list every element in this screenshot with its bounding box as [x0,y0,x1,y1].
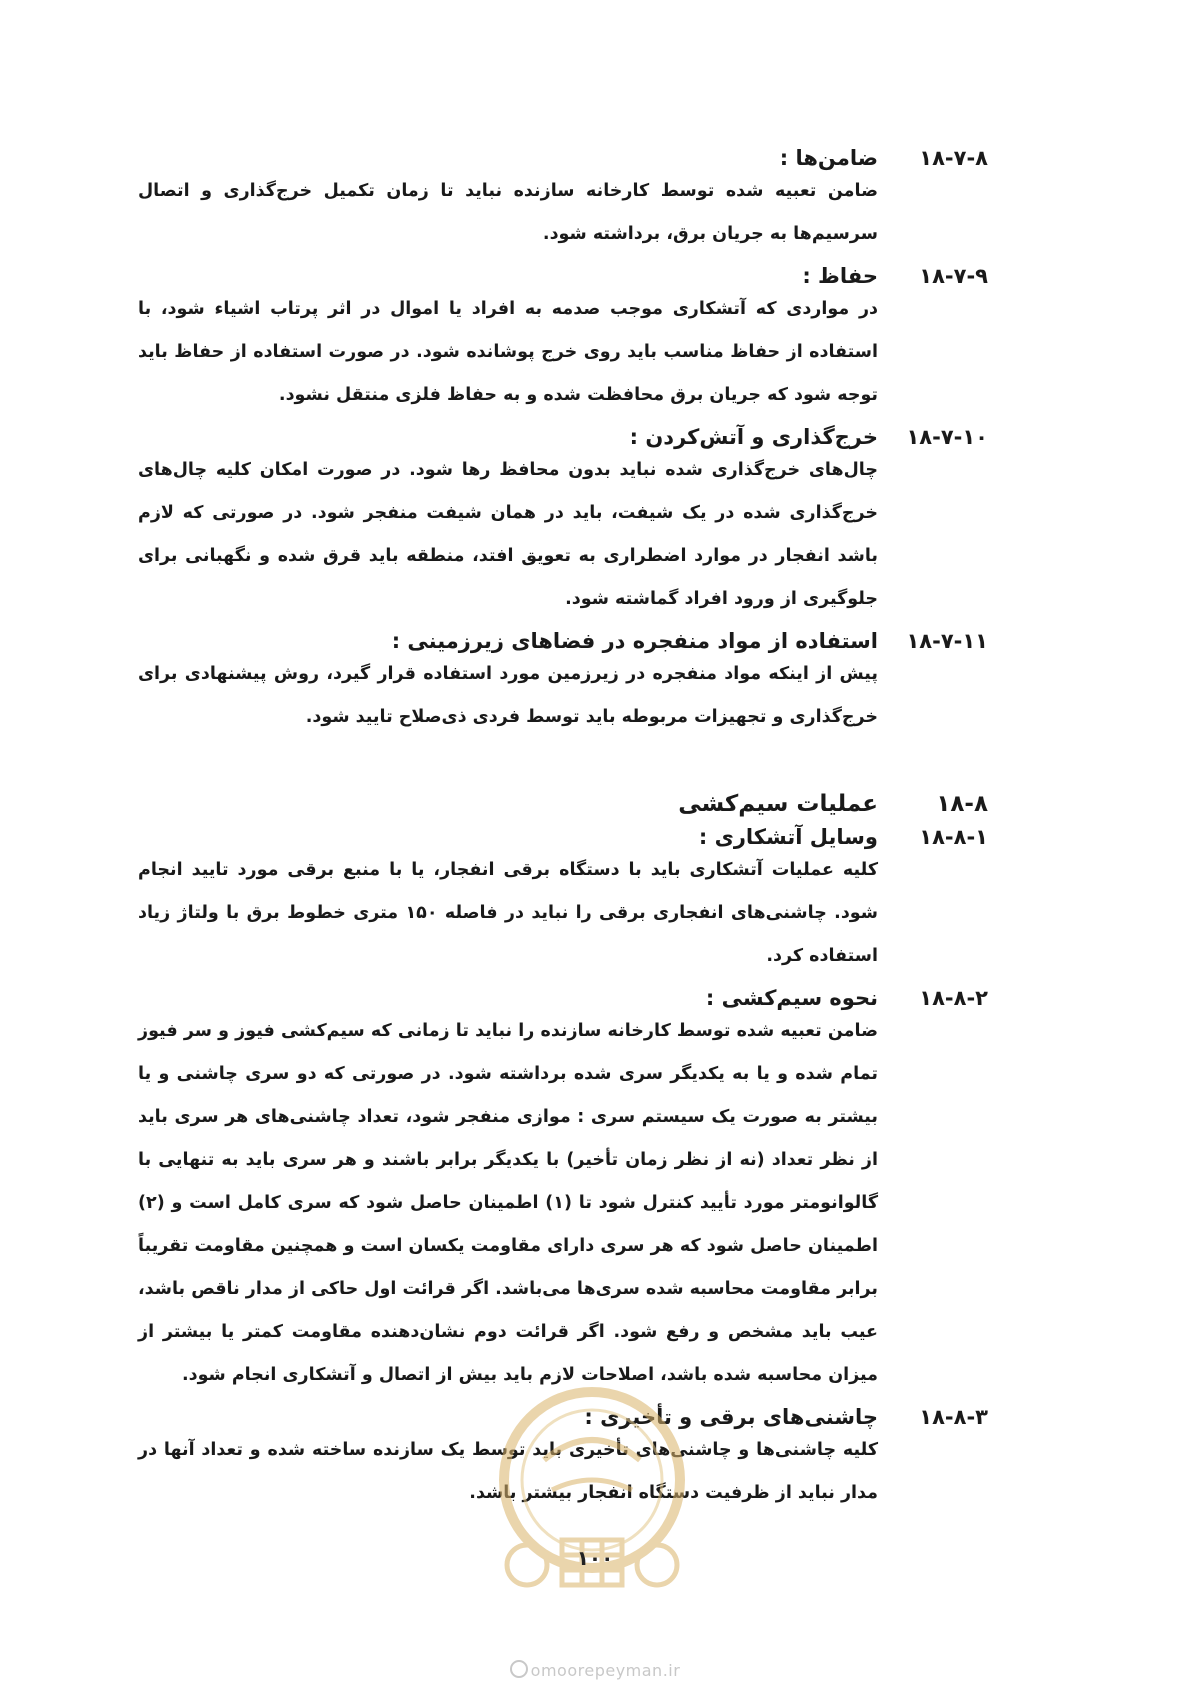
subsection-paragraph: کلیه چاشنی‌ها و چاشنی‌های تأخیری باید توسط یک سازنده ساخته شده و تعداد آنها در مدار نباید از ظرفیت دستگاه انفجار بیشتر باشد. [138,1440,878,1503]
subsection-heading [138,986,988,1010]
section-paragraph: ضامن تعبیه شده توسط کارخانه سازنده نباید تا زمان تکمیل خرج‌گذاری و اتصال سرسیم‌ها به جریان برق، برداشته شود. [138,181,878,244]
at-sign-icon [510,1660,528,1678]
subsection-title: وسایل آتشکاری : [698,825,878,849]
chapter-title: عملیات سیم‌کشی [678,791,878,817]
section-title: ضامن‌ها : [779,146,878,170]
section-heading [138,425,988,449]
section-paragraph: در مواردی که آتشکاری موجب صدمه به افراد یا اموال در اثر پرتاب اشیاء شود، با استفاده از حفاظ مناسب باید روی خرج پوشانده شود. در صورت استفاده از حفاظ باید توجه شود که جریان برق محافظت شده و به حفاظ فلزی منتقل نشود. [138,299,878,405]
chapter-heading [138,791,988,817]
subsection-number: ۱۸-۸-۲ [919,986,988,1010]
section-heading [138,146,988,170]
section-heading [138,264,988,288]
section-number: ۱۸-۷-۱۰ [906,425,988,449]
subsection-number: ۱۸-۸-۱ [919,825,988,849]
subsection-title: چاشنی‌های برقی و تأخیری : [584,1405,878,1429]
subsection-heading [138,825,988,849]
section-paragraph: پیش از اینکه مواد منفجره در زیرزمین مورد استفاده قرار گیرد، روش پیشنهادی برای خرج‌گذاری و تجهیزات مربوطه باید توسط فردی ذی‌صلاح تایید شود. [138,664,878,727]
section-title: خرج‌گذاری و آتش‌کردن : [629,425,878,449]
chapter-number: ۱۸-۸ [936,791,988,817]
watermark-seal-icon [482,1380,702,1610]
subsection-paragraph: کلیه عملیات آتشکاری باید با دستگاه برقی انفجار، یا با منبع برقی مورد تایید انجام شود. چاشنی‌های انفجاری برقی را نباید در فاصله ۱۵۰ متری خطوط برق با ولتاژ زیاد استفاده کرد. [138,860,878,966]
section-paragraph: چال‌های خرج‌گذاری شده نباید بدون محافظ رها شود. در صورت امکان کلیه چال‌های خرج‌گذاری شده در یک شیفت، باید در همان شیفت منفجر شود. در صورتی که لازم باشد انفجار در موارد اضطراری به تعویق افتد، منطقه باید قرق شده و نگهبانی برای جلوگیری از ورود افراد گماشته شود. [138,460,878,609]
footer-url-text: omoorepeyman.ir [530,1661,681,1680]
subsection-number: ۱۸-۸-۳ [919,1405,988,1429]
section-number: ۱۸-۷-۹ [919,264,988,288]
subsection-title: نحوه سیم‌کشی : [705,986,878,1010]
section-title: استفاده از مواد منفجره در فضاهای زیرزمینی : [391,629,878,653]
section-heading [138,629,988,653]
section-number: ۱۸-۷-۱۱ [906,629,988,653]
page-content [138,146,988,1515]
subsection-paragraph: ضامن تعبیه شده توسط کارخانه سازنده را نباید تا زمانی که سیم‌کشی فیوز و سر فیوز تمام شده و یا به یکدیگر سری شده برداشته شود. در صورتی که دو سری چاشنی و یا بیشتر به صورت یک سیستم سری : موازی منفجر شود، تعداد چاشنی‌های هر سری باید از نظر تعداد (نه از نظر زمان تأخیر) با یکدیگر برابر باشند و هر سری باید به تنهایی با گالوانومتر مورد تأیید کنترل شود تا (۱) اطمینان حاصل شود که سری کامل است و (۲) اطمینان حاصل شود که هر سری دارای مقاومت یکسان است و همچنین مقاومت تقریباً برابر مقاومت محاسبه شده سری‌ها می‌باشد. اگر قرائت اول حاکی از مدار ناقص باشد، عیب باید مشخص و رفع شود. اگر قرائت دوم نشان‌دهنده مقاومت کمتر یا بیشتر از میزان محاسبه شده باشد، اصلاحات لازم باید بیش از اتصال و آتشکاری انجام شود. [138,1021,879,1385]
section-title: حفاظ : [802,264,878,288]
section-number: ۱۸-۷-۸ [919,146,988,170]
footer-url [0,1660,1190,1680]
page-number: ۱۰۰ [576,1546,614,1570]
